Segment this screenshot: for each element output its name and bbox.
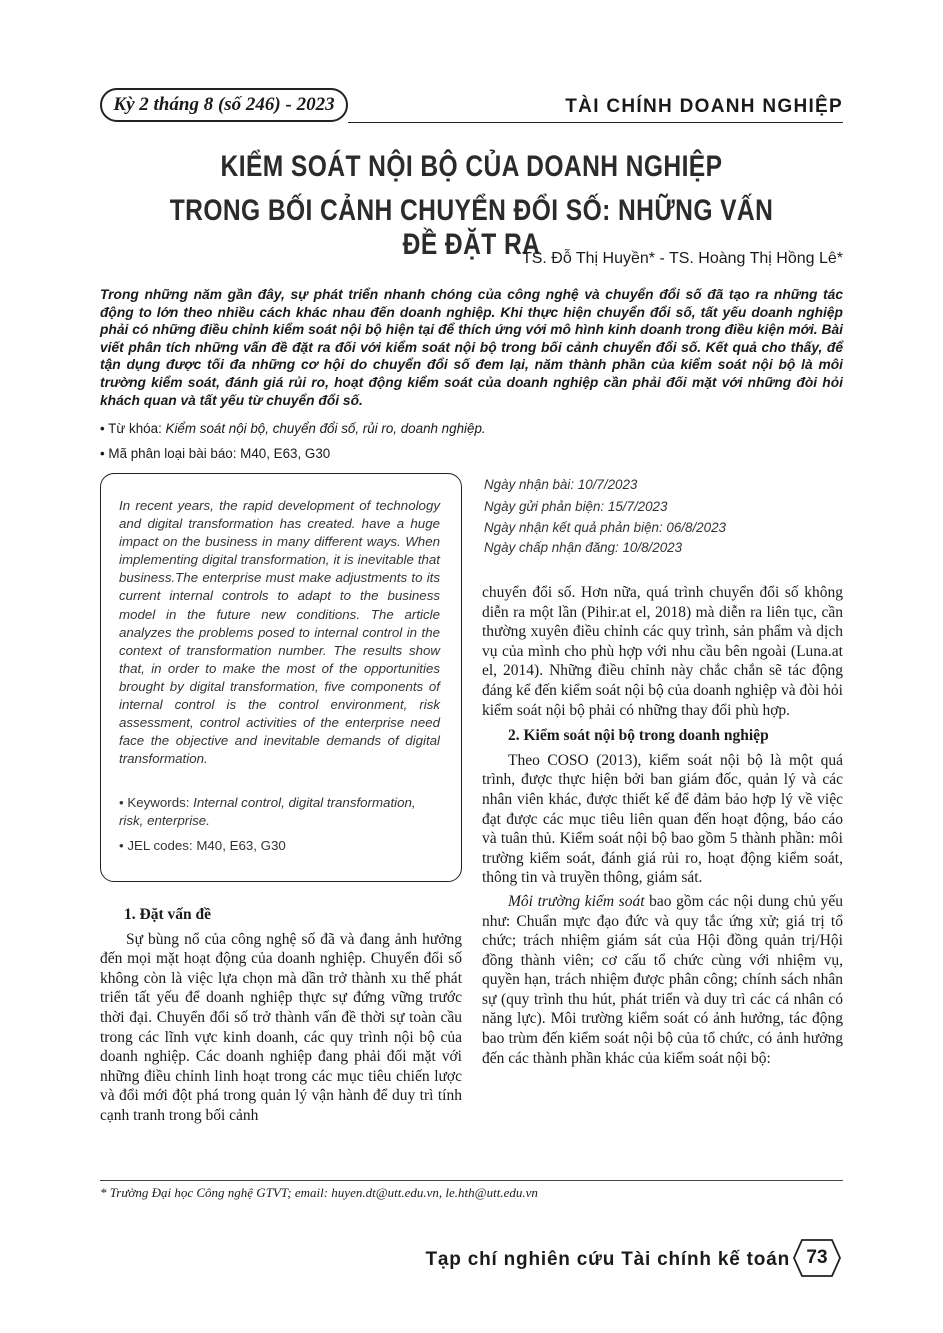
jel-codes-vietnamese: • Mã phân loại bài báo: M40, E63, G30 [100,446,331,461]
section-title: TÀI CHÍNH DOANH NGHIỆP [565,96,843,117]
keywords-en-value: Internal control, digital transformation, risk, enterprise. [119,795,416,829]
body-column-left [100,905,462,1126]
keywords-en-label: • Keywords: [119,795,194,810]
abstract-vietnamese: Trong những năm gần đây, sự phát triển nhanh chóng của công nghệ và chuyển đổi số đã tạo ra những tác động to lớn theo nhiều cách khác nhau đến doanh nghiệp. Khi thực hiện chuyển đổi số, tất yếu doanh nghiệp phải có những điều chỉnh kiểm soát nội bộ hiện tại để thích ứng với mô hình kinh doanh trong điều kiện mới. Bài viết phân tích những vấn đề đặt ra đối với kiểm soát nội bộ trong bối cảnh chuyển đổi số. Kết quả cho thấy, để tận dụng được tối đa những cơ hội do chuyển đổi số đem lại, năm thành phần của kiểm soát nội bộ là môi trường kiểm soát, đánh giá rủi ro, hoạt động kiểm soát của doanh nghiệp cần phải đối mặt với những đòi hỏi khách quan và tất yếu từ chuyển đổi số. [100,287,843,408]
control-environment-term: Môi trường kiểm soát [508,892,645,910]
jel-codes-english: • JEL codes: M40, E63, G30 [119,838,286,853]
keywords-vi-value: Kiểm soát nội bộ, chuyển đổi số, rủi ro, doanh nghiệp. [165,421,486,436]
section-1-heading: 1. Đặt vấn đề [124,906,211,923]
section-2-heading: 2. Kiểm soát nội bộ trong doanh nghiệp [508,727,769,745]
article-title-line-1: KIỂM SOÁT NỘI BỘ CỦA DOANH NGHIỆP [220,150,723,183]
issue-badge: Kỳ 2 tháng 8 (số 246) - 2023 [100,88,348,122]
section-1-paragraph-1-continued: chuyển đổi số. Hơn nữa, quá trình chuyển đổi số không diễn ra một lần (Pihir.at el, 2018) mà diễn ra liên tục, cần thường xuyên điều chỉnh các quy trình, sản phẩm và dịch vụ của mình cho phù hợp với nhu cầu bên ngoài (Luna.at el, 2014). Những điều chỉnh này chắc chắn sẽ tác động đáng kể đến kiểm soát nội bộ của doanh nghiệp và đòi hỏi kiểm soát nội bộ phải có những thay đổi phù hợp. [482,584,843,719]
journal-name: Tạp chí nghiên cứu Tài chính kế toán [425,1249,790,1270]
date-review-result: Ngày nhận kết quả phản biện: 06/8/2023 [484,520,726,535]
date-received: Ngày nhận bài: 10/7/2023 [484,477,638,492]
authors: TS. Đỗ Thị Huyền* - TS. Hoàng Thị Hồng Lê* [521,250,843,267]
keywords-vietnamese [100,421,843,436]
section-2-paragraph-2-text: bao gồm các nội dung chủ yếu như: Chuẩn mực đạo đức và quy tắc ứng xử; giá trị tổ chức; trách nhiệm giám sát của Hội đồng quản trị/Hội đồng thành viên; cơ cấu tổ chức cùng với nhiệm vụ, quyền hạn, trách nhiệm được phân công; chính sách nhân sự (quy trình thu hút, phát triển và duy trì các cá nhân có năng lực). Môi trường kiểm soát có ảnh hưởng, tác động bao trùm đến kiểm soát nội bộ của tổ chức, có ảnh hưởng đến các thành phần khác của kiểm soát nội bộ: [482,892,843,1067]
footnote-rule [100,1180,843,1181]
section-2-paragraph-1: Theo COSO (2013), kiểm soát nội bộ là một quá trình, được thực hiện bởi ban giám đốc, quản lý và các nhân viên khác, được thiết kế để đảm bảo hợp lý về việc đạt được các mục tiêu liên quan đến hoạt động, báo cáo và tuân thủ. Kiểm soát nội bộ bao gồm 5 thành phần: môi trường kiểm soát, đánh giá rủi ro, hoạt động kiểm soát, thông tin và truyền thông, giám sát. [482,751,843,887]
article-title-line-2: TRONG BỐI CẢNH CHUYỂN ĐỔI SỐ: NHỮNG VẤN ĐỀ ĐẶT RA [169,194,774,261]
section-2-paragraph-2 [482,892,843,1068]
date-accepted: Ngày chấp nhận đăng: 10/8/2023 [484,540,683,555]
page-number-badge [792,1238,842,1278]
date-sent-review: Ngày gửi phản biện: 15/7/2023 [484,499,668,514]
keywords-vi-label: • Từ khóa: [100,421,166,436]
header-rule [348,122,843,123]
abstract-english: In recent years, the rapid development of technology and digital transformation has created. have a huge impact on the business in many different ways. When implementing digital transformation, it is inevitable that business.The enterprise must make adjustments to its current internal controls to adapt to the business model in the future new conditions. The article analyzes the problems posed to internal control in the context of transformation number. The results show that, in order to make the most of the opportunities brought by digital transformation, five components of internal control is the control environment, risk assessment, control activities of the enterprise need face the objective and inevitable demands of digital transformation. [119,498,440,767]
section-1-paragraph-1: Sự bùng nổ của công nghệ số đã và đang ảnh hưởng đến mọi mặt hoạt động của doanh nghiệp. Chuyển đổi số không còn là việc lựa chọn mà dần trở thành xu thế phát triển tất yếu để doanh nghiệp thực sự đứng vững trước thời đại. Chuyển đổi số trở thành vấn đề thời sự toàn cầu trong các lĩnh vực kinh doanh, các quy trình nội bộ của doanh nghiệp. Các doanh nghiệp đang phải đối mặt với những điều chỉnh linh hoạt trong các mục tiêu chiến lược và đổi mới đột phá trong quản lý vận hành để duy trì tính cạnh tranh trong bối cảnh [100,930,462,1124]
keywords-english [119,794,440,830]
body-column-right [482,583,843,1068]
footnote: * Trường Đại học Công nghệ GTVT; email: huyen.dt@utt.edu.vn, le.hth@utt.edu.vn [100,1185,538,1200]
page-number: 73 [806,1247,828,1268]
